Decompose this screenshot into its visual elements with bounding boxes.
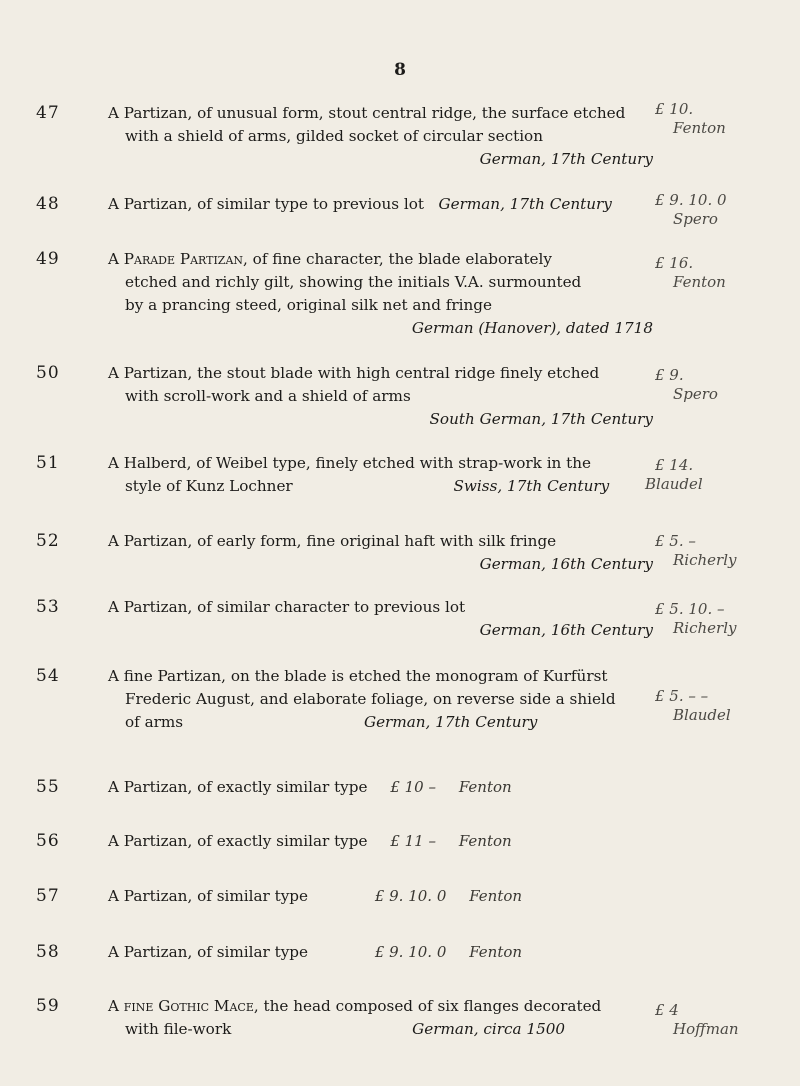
lot-description [108,885,668,908]
buyer-name: Spero [673,385,718,403]
description-line: A Partizan, of early form, fine original haft with silk fringe [108,532,557,550]
description-line: A Partizan, of similar type to previous lot German, 17th Century [108,195,612,213]
lot-origin: German, circa 1500 [412,1020,566,1038]
sale-price: £ 4 [655,1001,679,1019]
lot-origin: South German, 17th Century [429,410,653,428]
lot-number: 58 [36,942,60,962]
description-line: with scroll-work and a shield of arms [125,387,411,405]
description-line: A fine Partizan, on the blade is etched the monogram of Kurfürst [108,667,608,685]
sale-price: £ 9. 10. 0 [374,943,447,961]
sale-price: £ 5. – – [655,687,709,705]
handwritten-price [655,254,795,292]
lot-number: 53 [36,597,60,617]
lot-origin: German, 17th Century [363,713,538,731]
lot-number: 50 [36,363,60,383]
description-line: Frederic August, and elaborate foliage, on reverse side a shield [125,690,616,708]
buyer-name: Fenton [469,887,523,905]
buyer-name: Fenton [469,943,523,961]
handwritten-price [645,456,795,494]
sale-price: £ 5. 10. – [655,600,725,618]
description-line: A Partizan, of exactly similar type £ 11 – Fenton [108,832,512,850]
lot-number: 49 [36,249,60,269]
lot-origin: German (Hanover), dated 1718 [411,319,653,337]
buyer-name: Hoffman [673,1020,739,1038]
lot-origin: Swiss, 17th Century [453,477,610,495]
sale-price: £ 9. 10. 0 [655,191,727,209]
description-line: A Partizan, of unusual form, stout central ridge, the surface etched [108,104,626,122]
description-line: A Partizan, of similar type £ 9. 10. 0 Fenton [108,887,523,905]
sale-price: £ 9. 10. 0 [374,887,447,905]
buyer-name: Fenton [673,273,726,291]
handwritten-price [655,1001,795,1039]
lot-description [108,248,653,340]
buyer-name: Fenton [458,832,512,850]
lot-number: 52 [36,531,60,551]
lot-number: 55 [36,777,60,797]
description-line: A Partizan, of similar character to previous lot [108,598,466,616]
description-line: with a shield of arms, gilded socket of circular section [125,127,543,145]
description-line: A Halberd, of Weibel type, finely etched with strap-work in the [108,454,592,472]
handwritten-price [655,687,795,725]
lot-description [108,995,653,1041]
description-line: by a prancing steed, original silk net and fringe [125,296,492,314]
buyer-name: Fenton [673,119,726,137]
lot-number: 48 [36,194,60,214]
buyer-name: Spero [673,210,718,228]
lot-origin: German, 16th Century [479,621,653,639]
lot-number: 56 [36,831,60,851]
sale-price: £ 9. [655,366,684,384]
description-line: A Partizan, of similar type £ 9. 10. 0 Fenton [108,943,523,961]
lot-description [108,776,668,799]
description-line: with file-work German, circa 1500 [125,1020,566,1038]
lot-description [108,452,653,498]
sale-price: £ 16. [655,254,694,272]
sale-price: £ 10 – [390,778,436,796]
lot-description [108,193,653,216]
handwritten-price [655,600,795,638]
description-line: A Parade Partizan, of fine character, the blade elaborately [108,250,552,268]
buyer-name: Richerly [673,619,737,637]
lot-description [108,665,653,734]
description-line: A fine Gothic Mace, the head composed of six flanges decorated [108,997,602,1015]
lot-origin: German, 17th Century [479,150,653,168]
description-line: A Partizan, of exactly similar type £ 10 – Fenton [108,778,512,796]
handwritten-price [655,532,795,570]
handwritten-price [655,191,795,229]
sale-price: £ 10. [655,100,694,118]
lot-origin: German, 16th Century [479,555,653,573]
lot-description [108,596,653,642]
description-line: style of Kunz Lochner Swiss, 17th Century [125,477,610,495]
lot-number: 47 [36,103,60,123]
handwritten-price [655,366,795,404]
handwritten-price [655,100,795,138]
description-line: etched and richly gilt, showing the initials V.A. surmounted [125,273,582,291]
sale-price: £ 14. [655,456,694,474]
lot-description [108,362,653,431]
buyer-name: Blaudel [645,475,703,493]
description-line: A Partizan, the stout blade with high central ridge finely etched [108,364,600,382]
lot-heading: Parade Partizan [123,250,244,268]
description-line: of arms German, 17th Century [125,713,538,731]
lot-heading: fine Gothic Mace [123,997,254,1015]
lot-origin: German, 17th Century [438,195,612,213]
lot-description [108,530,653,576]
buyer-name: Richerly [673,551,737,569]
lot-number: 57 [36,886,60,906]
lot-description [108,830,668,853]
lot-number: 54 [36,666,60,686]
lot-number: 59 [36,996,60,1016]
sale-price: £ 11 – [390,832,436,850]
buyer-name: Fenton [458,778,512,796]
page-number: 8 [394,60,406,80]
lot-number: 51 [36,453,60,473]
lot-description [108,102,653,171]
sale-price: £ 5. – [655,532,696,550]
buyer-name: Blaudel [673,706,731,724]
lot-description [108,941,668,964]
